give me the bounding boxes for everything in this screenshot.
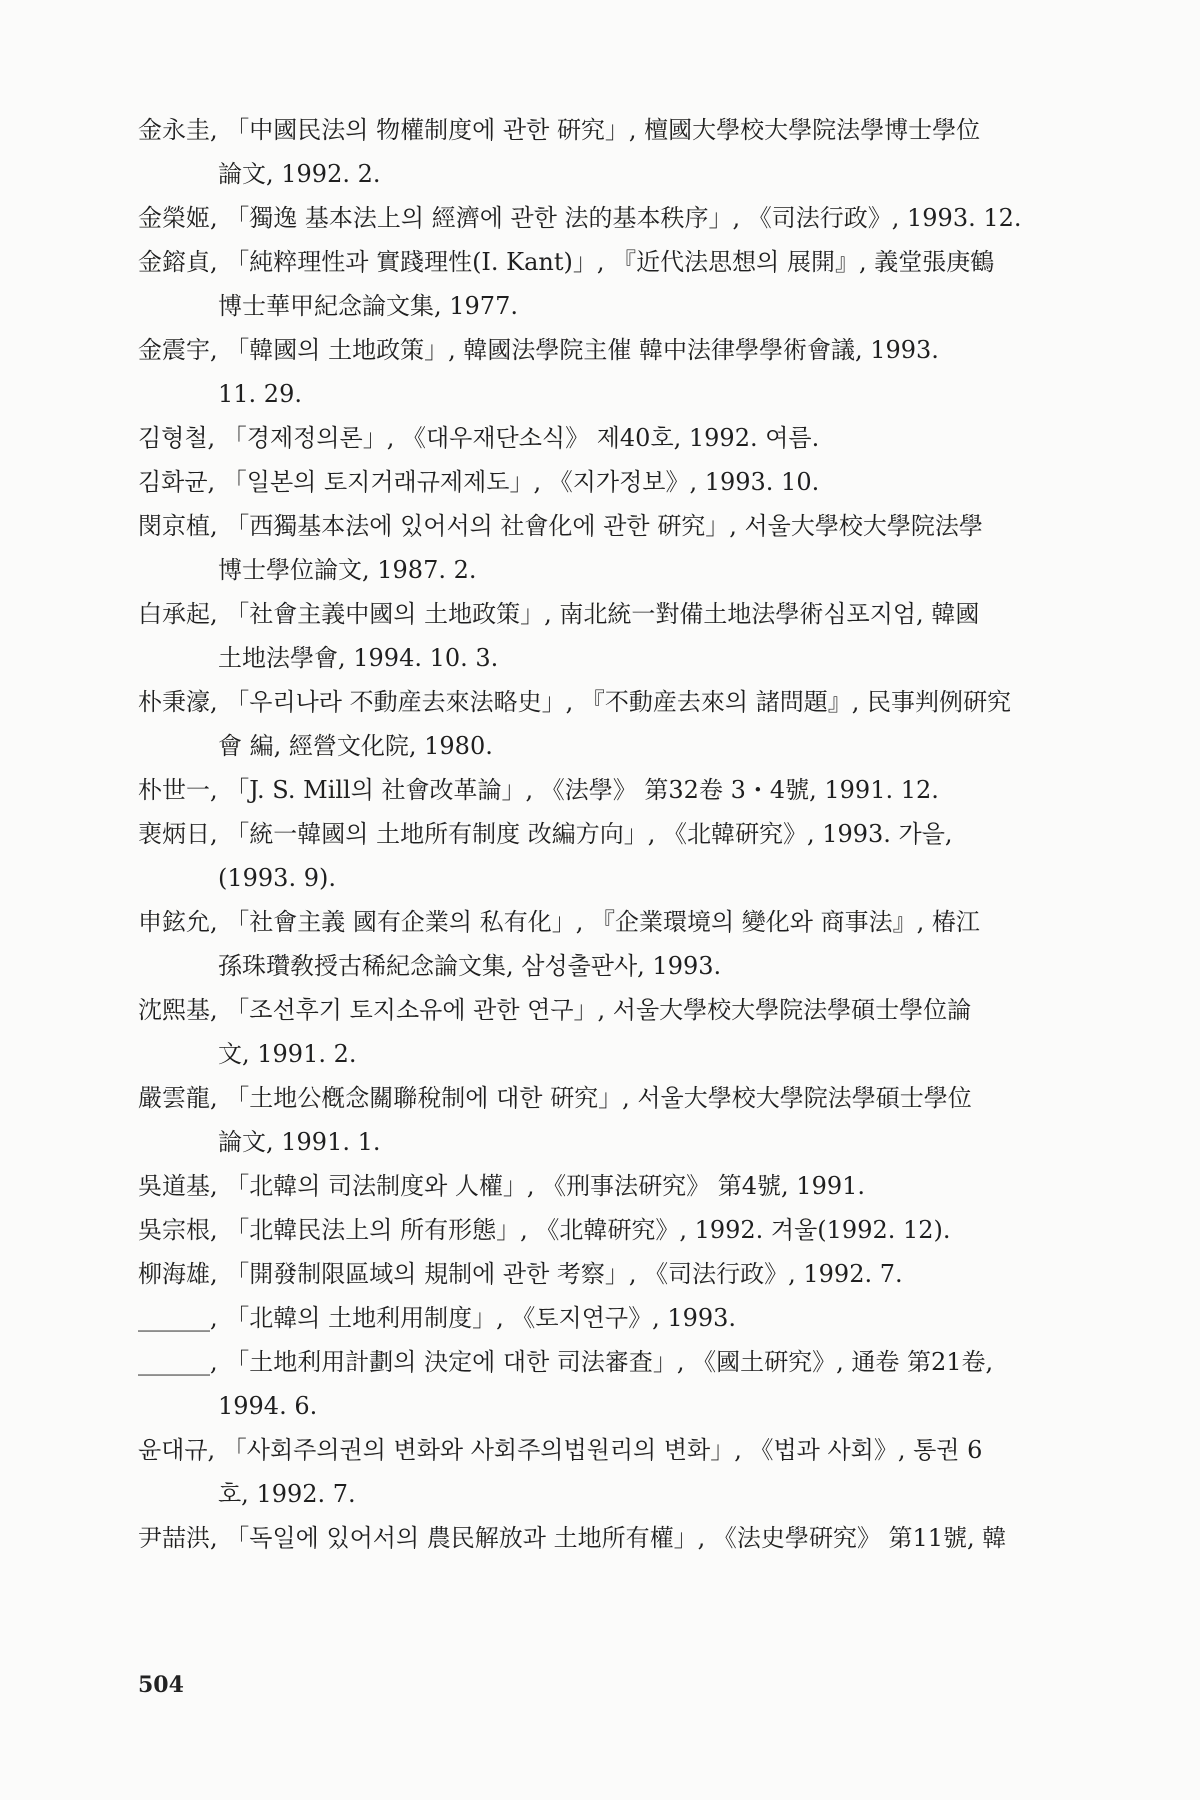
reference-line: 金榮姬, 「獨逸 基本法上의 經濟에 관한 法的基本秩序」, 《司法行政》, 1993. 12. [138,204,1022,232]
reference-line: 朴秉濠, 「우리나라 不動産去來法略史」, 『不動産去來의 諸問題』, 民事判例硏究 [138,688,1011,716]
reference-line: ______, 「土地利用計劃의 決定에 대한 司法審査」, 《國土硏究》, 通卷 第21卷, [138,1348,994,1376]
reference-entry [0,1252,1200,1296]
reference-line: 閔京植, 「西獨基本法에 있어서의 社會化에 관한 硏究」, 서울大學校大學院法學 [138,512,983,540]
reference-line: ______, 「北韓의 土地利用制度」, 《토지연구》, 1993. [138,1304,737,1332]
reference-line: 吳宗根, 「北韓民法上의 所有形態」, 《北韓硏究》, 1992. 겨울(1992. 12). [138,1216,951,1244]
reference-continuation-line: 孫珠瓚敎授古稀紀念論文集, 삼성출판사, 1993. [218,952,722,980]
reference-entry [0,988,1200,1076]
reference-entry [0,108,1200,196]
reference-continuation-line: 호, 1992. 7. [218,1480,356,1508]
reference-line: 柳海雄, 「開發制限區域의 規制에 관한 考察」, 《司法行政》, 1992. 7. [138,1260,903,1288]
reference-line: 裵炳日, 「統一韓國의 土地所有制度 改編方向」, 《北韓硏究》, 1993. 가을, [138,820,953,848]
reference-line: 嚴雲龍, 「土地公槪念關聯稅制에 대한 硏究」, 서울大學校大學院法學碩士學位 [138,1084,972,1112]
reference-entry [0,460,1200,504]
page-number: 504 [138,1672,184,1698]
reference-entry [0,328,1200,416]
reference-line: 金鎔貞, 「純粹理性과 實踐理性(I. Kant)」, 『近代法思想의 展開』, 義堂張庚鶴 [138,248,995,276]
reference-entry [0,416,1200,460]
reference-line: 김화균, 「일본의 토지거래규제제도」, 《지가정보》, 1993. 10. [138,468,820,496]
reference-line: 沈熙基, 「조선후기 토지소유에 관한 연구」, 서울大學校大學院法學碩士學位論 [138,996,972,1024]
reference-continuation-line: 博士華甲紀念論文集, 1977. [218,292,518,320]
reference-line: 김형철, 「경제정의론」, 《대우재단소식》 제40호, 1992. 여름. [138,424,820,452]
reference-line: 申鉉允, 「社會主義 國有企業의 私有化」, 『企業環境의 變化와 商事法』, 椿江 [138,908,980,936]
reference-continuation-line: 土地法學會, 1994. 10. 3. [218,644,499,672]
reference-line: 吳道基, 「北韓의 司法制度와 人權」, 《刑事法硏究》 第4號, 1991. [138,1172,866,1200]
reference-entry [0,680,1200,768]
reference-entry [0,1208,1200,1252]
reference-entry [0,1428,1200,1516]
reference-entry [0,504,1200,592]
reference-list [0,108,1200,1560]
reference-entry [0,1076,1200,1164]
reference-continuation-line: 11. 29. [218,380,302,408]
reference-continuation-line: 博士學位論文, 1987. 2. [218,556,477,584]
reference-line: 朴世一, 「J. S. Mill의 社會改革論」, 《法學》 第32卷 3・4號, 1991. 12. [138,776,939,804]
reference-continuation-line: (1993. 9). [218,864,336,892]
reference-line: 金震宇, 「韓國의 土地政策」, 韓國法學院主催 韓中法律學學術會議, 1993. [138,336,939,364]
reference-line: 윤대규, 「사회주의권의 변화와 사회주의법원리의 변화」, 《법과 사회》, 통권 6 [138,1436,983,1464]
reference-continuation-line: 論文, 1992. 2. [218,160,381,188]
reference-entry [0,240,1200,328]
reference-continuation-line: 論文, 1991. 1. [218,1128,381,1156]
reference-entry [0,592,1200,680]
reference-entry [0,1340,1200,1428]
reference-entry [0,1516,1200,1560]
reference-line: 金永圭, 「中國民法의 物權制度에 관한 硏究」, 檀國大學校大學院法學博士學位 [138,116,981,144]
reference-entry [0,196,1200,240]
reference-entry [0,1164,1200,1208]
reference-continuation-line: 會 編, 經營文化院, 1980. [218,732,493,760]
reference-line: 白承起, 「社會主義中國의 土地政策」, 南北統一對備土地法學術심포지엄, 韓國 [138,600,980,628]
reference-entry [0,1296,1200,1340]
reference-entry [0,900,1200,988]
reference-entry [0,812,1200,900]
reference-entry [0,768,1200,812]
reference-continuation-line: 1994. 6. [218,1392,318,1420]
reference-line: 尹喆洪, 「독일에 있어서의 農民解放과 土地所有權」, 《法史學硏究》 第11號, 韓 [138,1524,1007,1552]
reference-continuation-line: 文, 1991. 2. [218,1040,357,1068]
